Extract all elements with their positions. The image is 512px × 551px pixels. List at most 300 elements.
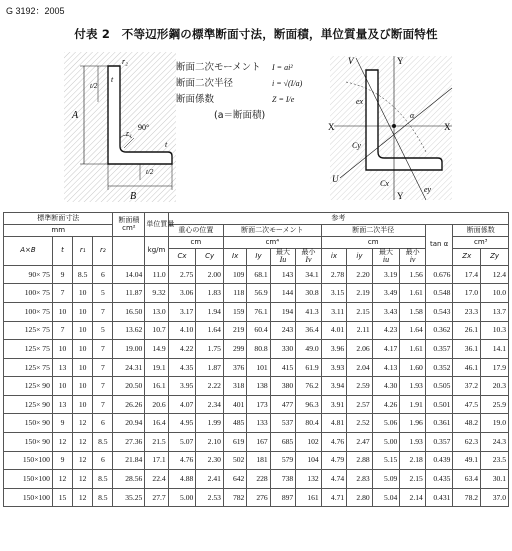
table-cell: 10 [52,340,72,359]
table-cell: 14.04 [113,265,145,284]
table-cell: 80.8 [247,340,270,359]
table-cell: 477 [270,395,296,414]
table-cell: 5.07 [168,433,196,452]
table-cell: 90× 75 [4,265,53,284]
table-cell: 3.11 [321,302,347,321]
section-properties-table [3,212,509,507]
table-cell: 2.53 [196,488,224,507]
formula-expr: Z = I/e [272,95,295,104]
col-Iv: 最小 Iv [296,249,322,266]
col-Cy: Cy [196,249,224,266]
table-cell: 0.431 [425,488,453,507]
table-cell: 4.01 [321,321,347,340]
formula-block [176,60,302,124]
section-figure-right [326,52,456,204]
table-cell: 7 [93,302,113,321]
table-cell: 125× 90 [4,377,53,396]
table-cell: 125× 90 [4,395,53,414]
col-Zy: Zy [481,249,509,266]
table-cell: 7 [93,340,113,359]
header-tan-alpha: tan α [425,225,453,266]
dim-t-label-right: t [165,140,168,149]
formula-expr: i = √(I/a) [272,79,303,88]
dim-t-label-top: t [111,75,114,84]
table-cell: 243 [270,321,296,340]
table-cell: 46.1 [453,358,481,377]
angle-alpha-label: α [410,111,415,120]
table-cell: 0.361 [425,414,453,433]
table-cell: 76.1 [247,302,270,321]
col-Cx: Cx [168,249,196,266]
table-cell: 3.94 [321,377,347,396]
table-cell: 101 [247,358,270,377]
formula-label: 断面二次半径 [176,78,234,89]
table-row [4,358,509,377]
table-cell: 20.94 [113,414,145,433]
table-cell: 4.74 [321,470,347,489]
table-cell: 0.548 [425,284,453,303]
table-cell: 25.9 [481,395,509,414]
dim-ex-label: ex [356,97,364,106]
table-cell: 228 [247,470,270,489]
table-cell: 7 [52,321,72,340]
table-cell: 68.1 [247,265,270,284]
table-cell: 30.1 [481,470,509,489]
table-cell: 12 [73,433,93,452]
table-cell: 10 [73,340,93,359]
table-cell: 0.439 [425,451,453,470]
table-cell: 10.0 [481,284,509,303]
table-cell: 5 [93,284,113,303]
table-cell: 4.13 [372,358,400,377]
table-cell: 100× 75 [4,302,53,321]
table-cell: 7 [93,395,113,414]
table-cell: 2.83 [347,470,373,489]
table-cell: 41.3 [296,302,322,321]
axis-V-label: V [348,56,354,66]
table-cell: 10 [52,377,72,396]
table-cell: 150× 90 [4,433,53,452]
table-cell: 2.22 [196,377,224,396]
table-cell: 12 [73,414,93,433]
table-cell: 415 [270,358,296,377]
table-cell: 9.32 [145,284,168,303]
table-cell: 2.57 [347,395,373,414]
table-cell: 20.50 [113,377,145,396]
table-cell: 26.26 [113,395,145,414]
table-cell: 2.75 [168,265,196,284]
table-cell: 2.04 [347,358,373,377]
table-cell: 318 [223,377,246,396]
table-cell: 376 [223,358,246,377]
table-cell: 485 [223,414,246,433]
table-cell: 3.19 [372,265,400,284]
col-iy: iy [347,249,373,266]
unit-radius: cm [321,237,425,249]
axis-X-label-right: X [444,122,451,132]
table-cell: 23.5 [481,451,509,470]
header-dimensions: 標準断面寸法 [4,213,113,225]
table-cell: 1.56 [400,265,426,284]
dim-r1-label: r₁ [126,129,132,138]
table-cell: 37.2 [453,377,481,396]
table-cell: 0.357 [425,433,453,452]
table-cell: 219 [223,321,246,340]
table-cell: 5.00 [372,433,400,452]
table-cell: 161 [296,488,322,507]
table-cell: 96.3 [296,395,322,414]
table-cell: 4.81 [321,414,347,433]
table-cell: 8.5 [93,470,113,489]
table-cell: 782 [223,488,246,507]
table-cell: 2.14 [400,488,426,507]
dim-B-label: B [130,191,137,202]
table-cell: 2.20 [347,265,373,284]
table-cell: 3.17 [168,302,196,321]
table-cell: 330 [270,340,296,359]
table-cell: 2.18 [400,451,426,470]
table-cell: 13 [52,395,72,414]
table-cell: 21.84 [113,451,145,470]
table-cell: 17.0 [453,284,481,303]
table-cell: 62.3 [453,433,481,452]
formula-row [176,60,302,76]
table-cell: 61.9 [296,358,322,377]
table-cell: 150×100 [4,488,53,507]
table-cell: 15 [52,488,72,507]
table-row [4,377,509,396]
table-cell: 0.352 [425,358,453,377]
table-cell: 1.87 [196,358,224,377]
table-cell: 173 [247,395,270,414]
table-cell: 4.35 [168,358,196,377]
table-row [4,433,509,452]
axis-Y-label-bottom: Y [397,191,404,201]
table-cell: 16.50 [113,302,145,321]
table-cell: 22.4 [145,470,168,489]
table-cell: 5 [93,321,113,340]
dim-Cy-label: Cy [352,141,361,150]
table-cell: 8.5 [93,433,113,452]
table-cell: 897 [270,488,296,507]
table-cell: 48.2 [453,414,481,433]
table-cell: 13.7 [481,302,509,321]
table-cell: 125× 75 [4,321,53,340]
table-cell: 8.5 [73,265,93,284]
table-cell: 1.96 [400,414,426,433]
formula-label: 断面係数 [176,94,215,105]
table-cell: 23.3 [453,302,481,321]
table-cell: 13.62 [113,321,145,340]
table-cell: 4.88 [168,470,196,489]
table-cell: 619 [223,433,246,452]
table-cell: 125× 75 [4,340,53,359]
table-cell: 21.5 [145,433,168,452]
table-cell: 3.95 [168,377,196,396]
table-cell: 35.25 [113,488,145,507]
dim-t-half-label-lower: t/2 [146,168,154,176]
col-r1: r₁ [73,237,93,266]
table-cell: 1.91 [400,395,426,414]
table-cell: 502 [223,451,246,470]
table-cell: 1.61 [400,284,426,303]
table-cell: 10 [73,302,93,321]
table-cell: 17.9 [481,358,509,377]
table-cell: 0.543 [425,302,453,321]
table-cell: 4.76 [168,451,196,470]
table-body [4,265,509,507]
table-cell: 37.0 [481,488,509,507]
table-cell: 2.15 [400,470,426,489]
col-t: t [52,237,72,266]
table-cell: 7 [93,358,113,377]
table-cell: 4.30 [372,377,400,396]
table-cell: 5.09 [372,470,400,489]
table-cell: 2.59 [347,377,373,396]
table-cell: 299 [223,340,246,359]
table-cell: 4.71 [321,488,347,507]
table-cell: 1.61 [400,340,426,359]
table-cell: 63.4 [453,470,481,489]
table-cell: 537 [270,414,296,433]
table-cell: 4.26 [372,395,400,414]
table-cell: 78.2 [453,488,481,507]
table-cell: 60.4 [247,321,270,340]
table-cell: 12 [73,451,93,470]
col-iu: 最大 iu [372,249,400,266]
table-cell: 10 [73,284,93,303]
col-Iy: Iy [247,249,270,266]
table-cell: 17.4 [453,265,481,284]
table-cell: 6 [93,451,113,470]
table-cell: 3.96 [321,340,347,359]
header-mm-unit: mm [4,225,113,237]
table-cell: 5.15 [372,451,400,470]
table-cell: 144 [270,284,296,303]
table-cell: 2.47 [347,433,373,452]
table-cell: 159 [223,302,246,321]
table-cell: 401 [223,395,246,414]
table-cell: 0.676 [425,265,453,284]
table-cell: 2.19 [347,284,373,303]
table-cell: 2.15 [347,302,373,321]
table-cell: 642 [223,470,246,489]
table-cell: 0.435 [425,470,453,489]
table-cell: 8.5 [93,488,113,507]
table-cell: 2.30 [196,451,224,470]
table-cell: 5.04 [372,488,400,507]
col-r2: r₂ [93,237,113,266]
table-row [4,302,509,321]
table-cell: 19.1 [145,358,168,377]
table-cell: 579 [270,451,296,470]
header-centroid: 重心の位置 [168,225,223,237]
header-radius: 断面二次半径 [321,225,425,237]
table-cell: 102 [296,433,322,452]
table-cell: 4.76 [321,433,347,452]
table-cell: 7 [93,377,113,396]
table-cell: 1.64 [400,321,426,340]
table-cell: 47.5 [453,395,481,414]
table-row [4,488,509,507]
table-cell: 17.1 [145,451,168,470]
unit-modulus: cm³ [453,237,509,249]
dim-r2-label: r₂ [122,57,128,66]
table-cell: 9 [52,265,72,284]
table-row [4,265,509,284]
table-cell: 24.3 [481,433,509,452]
table-cell: 4.79 [321,451,347,470]
table-cell: 738 [270,470,296,489]
table-cell: 150×100 [4,451,53,470]
table-row [4,395,509,414]
table-cell: 30.8 [296,284,322,303]
table-cell: 11.0 [145,265,168,284]
table-cell: 14.1 [481,340,509,359]
table-cell: 10 [73,377,93,396]
table-cell: 12 [52,433,72,452]
table-row [4,321,509,340]
table-cell: 27.36 [113,433,145,452]
table-cell: 1.93 [400,433,426,452]
table-cell: 27.7 [145,488,168,507]
table-cell: 13.0 [145,302,168,321]
table-cell: 2.34 [196,395,224,414]
table-cell: 10 [73,358,93,377]
table-cell: 1.83 [196,284,224,303]
axis-X-label-left: X [328,122,335,132]
table-cell: 1.60 [400,358,426,377]
header-moment: 断面二次モーメント [223,225,321,237]
table-cell: 80.4 [296,414,322,433]
col-Ix: Ix [223,249,246,266]
table-cell: 1.75 [196,340,224,359]
table-cell: 2.78 [321,265,347,284]
table-cell: 6 [93,414,113,433]
table-cell: 4.95 [168,414,196,433]
table-cell: 133 [247,414,270,433]
table-cell: 20.6 [145,395,168,414]
table-cell: 5.00 [168,488,196,507]
header-reference: 参考 [168,213,508,225]
table-cell: 14.9 [145,340,168,359]
formula-label: 断面二次モーメント [176,62,261,73]
table-cell: 1.93 [400,377,426,396]
table-cell: 1.94 [196,302,224,321]
standard-number: G 3192：2005 [6,6,65,16]
axis-U-label: U [332,174,339,184]
table-cell: 2.41 [196,470,224,489]
table-cell: 56.9 [247,284,270,303]
table-cell: 1.58 [400,302,426,321]
table-cell: 3.15 [321,284,347,303]
table-cell: 3.93 [321,358,347,377]
table-cell: 3.49 [372,284,400,303]
col-Zx: Zx [453,249,481,266]
table-cell: 2.10 [196,433,224,452]
table-cell: 104 [296,451,322,470]
table-cell: 11.87 [113,284,145,303]
table-cell: 4.17 [372,340,400,359]
formula-row [176,76,302,92]
dim-A-label: A [72,110,79,121]
header-area: 断面積 cm² [113,213,145,237]
table-cell: 181 [247,451,270,470]
table-cell: 36.4 [296,321,322,340]
axis-Y-label: Y [397,56,404,66]
unit-centroid: cm [168,237,223,249]
table-cell: 26.1 [453,321,481,340]
col-Iu: 最大 Iu [270,249,296,266]
table-cell: 5.06 [372,414,400,433]
dim-ey-label: ey [424,185,432,194]
table-cell: 9 [52,451,72,470]
header-mass: 単位質量 [145,213,168,237]
table-cell: 3.06 [168,284,196,303]
table-cell: 16.4 [145,414,168,433]
col-ix: ix [321,249,347,266]
table-cell: 7 [52,284,72,303]
table-cell: 49.0 [296,340,322,359]
page-title: 付表 2 不等辺形鋼の標準断面寸法，断面積，単位質量及び断面特性 [74,27,438,41]
table-cell: 276 [247,488,270,507]
table-cell: 4.22 [168,340,196,359]
table-cell: 2.00 [196,265,224,284]
table-cell: 3.91 [321,395,347,414]
formula-row [176,92,302,108]
table-row [4,414,509,433]
table-cell: 16.1 [145,377,168,396]
table-row [4,470,509,489]
table-cell: 10 [73,321,93,340]
header-modulus: 断面係数 [453,225,509,237]
table-cell: 34.1 [296,265,322,284]
table-cell: 380 [270,377,296,396]
formula-expr: I = ai² [272,63,293,72]
table-cell: 109 [223,265,246,284]
table-cell: 24.31 [113,358,145,377]
table-cell: 12 [73,470,93,489]
table-cell: 6 [93,265,113,284]
dim-t-half-label: t/2 [90,82,98,90]
table-cell: 36.1 [453,340,481,359]
angle-90-label: 90° [138,123,150,132]
table-cell: 19.0 [481,414,509,433]
table-cell: 143 [270,265,296,284]
unit-moment: cm⁴ [223,237,321,249]
table-cell: 0.505 [425,377,453,396]
table-cell: 10 [52,302,72,321]
table-cell: 685 [270,433,296,452]
table-cell: 4.23 [372,321,400,340]
table-cell: 194 [270,302,296,321]
table-cell: 1.64 [196,321,224,340]
table-cell: 12.4 [481,265,509,284]
table-cell: 100× 75 [4,284,53,303]
table-cell: 19.00 [113,340,145,359]
table-cell: 2.06 [347,340,373,359]
table-cell: 28.56 [113,470,145,489]
table-cell: 10 [73,395,93,414]
col-iv: 最小 iv [400,249,426,266]
table-cell: 9 [52,414,72,433]
table-cell: 138 [247,377,270,396]
table-cell: 125× 75 [4,358,53,377]
table-cell: 2.80 [347,488,373,507]
table-cell: 118 [223,284,246,303]
table-cell: 1.99 [196,414,224,433]
table-cell: 4.07 [168,395,196,414]
